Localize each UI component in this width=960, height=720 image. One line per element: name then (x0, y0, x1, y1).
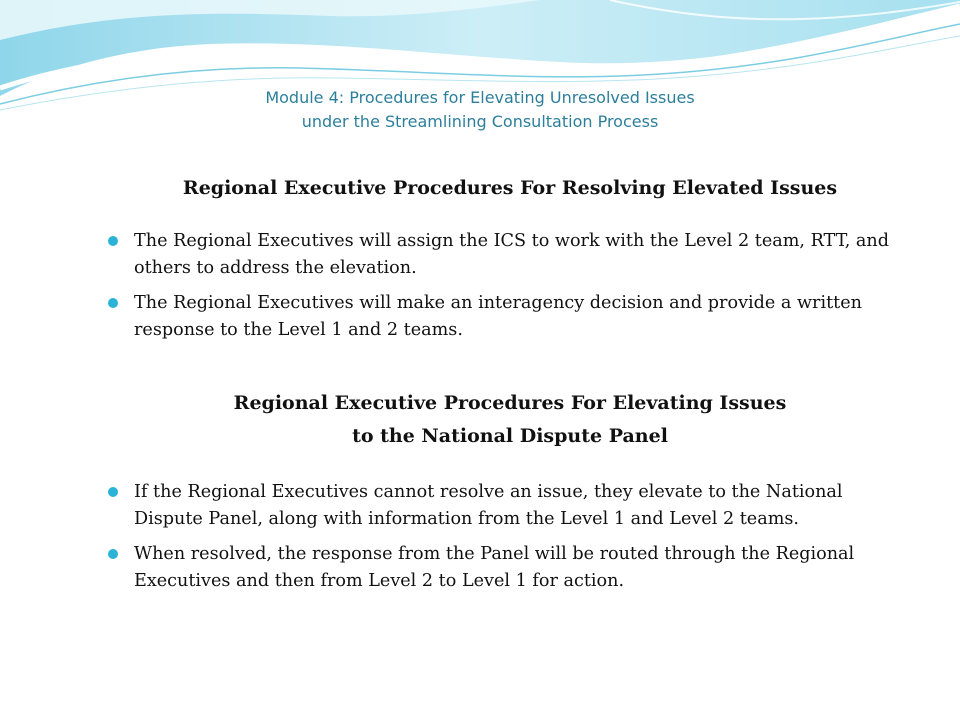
module-title-line-1: Module 4: Procedures for Elevating Unresolved Issues (265, 88, 695, 107)
section2-heading-line-1: Regional Executive Procedures For Elevating Issues (233, 392, 787, 414)
bullet-text: The Regional Executives will assign the ICS to work with the Level 2 team, RTT, and others to address the elevation. (134, 231, 890, 278)
bullet-text: If the Regional Executives cannot resolve an issue, they elevate to the National Dispute Panel, along with information from the Level 1 and Level 2 teams. (134, 482, 843, 529)
section2-heading-line-2: to the National Dispute Panel (352, 425, 668, 447)
section1-bullet-list (102, 228, 892, 352)
module-title-line-2: under the Streamlining Consultation Process (301, 112, 659, 131)
bullet-dot-icon (108, 236, 118, 246)
section1-heading-line-1: Regional Executive Procedures For Resolving Elevated Issues (182, 177, 838, 199)
section2-heading (0, 387, 960, 453)
section2-bullet-list (102, 479, 892, 603)
section1-heading (0, 172, 960, 205)
bullet-text: When resolved, the response from the Panel will be routed through the Regional Executives and then from Level 2 to Level 1 for action. (134, 544, 855, 591)
bullet-dot-icon (108, 298, 118, 308)
list-item (102, 541, 892, 595)
list-item (102, 228, 892, 282)
module-title (0, 86, 960, 134)
list-item (102, 290, 892, 344)
bullet-dot-icon (108, 487, 118, 497)
bullet-dot-icon (108, 549, 118, 559)
bullet-text: The Regional Executives will make an interagency decision and provide a written response to the Level 1 and 2 teams. (134, 293, 862, 340)
list-item (102, 479, 892, 533)
